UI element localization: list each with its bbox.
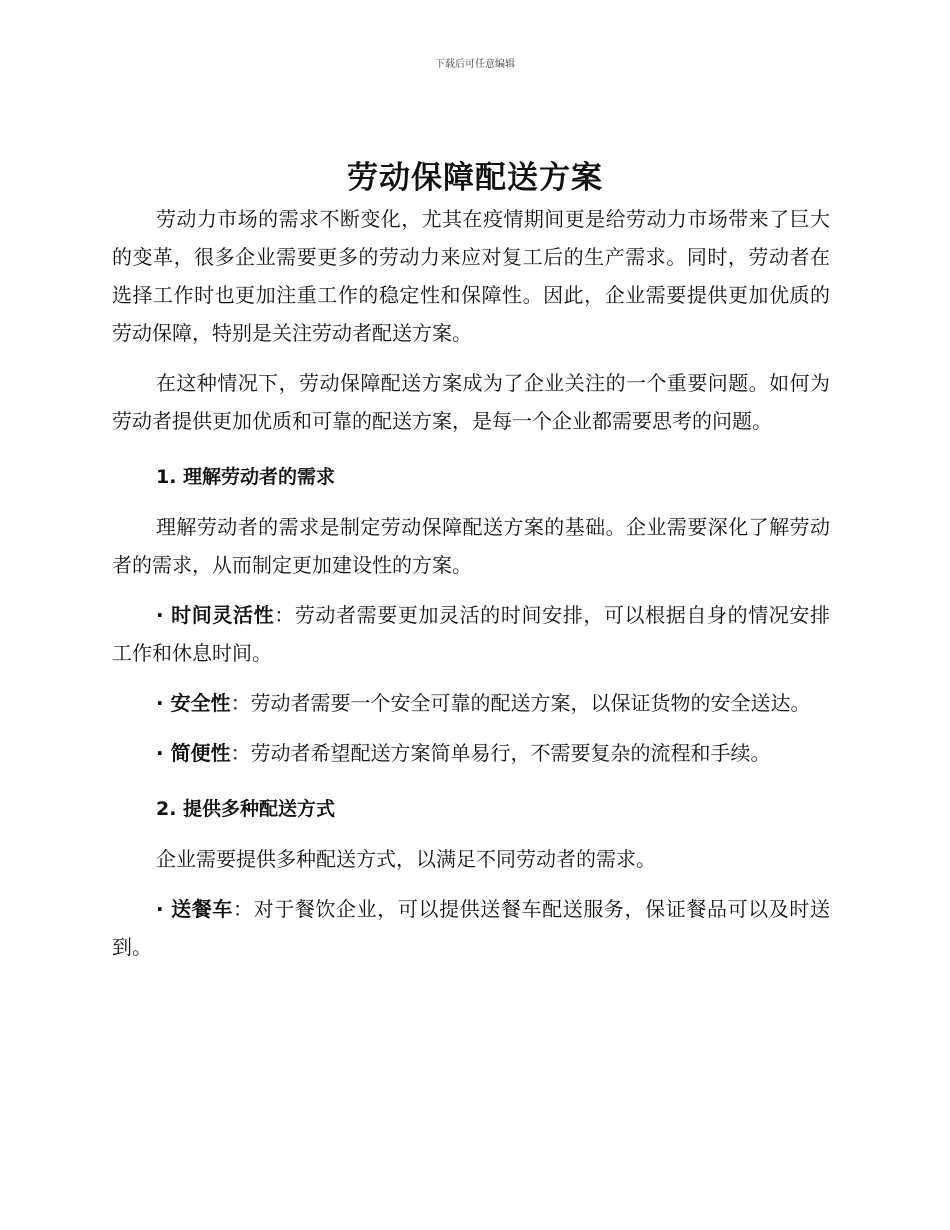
bullet-term: 送餐车: [171, 897, 233, 921]
section-2-paragraph: 企业需要提供多种配送方式，以满足不同劳动者的需求。: [156, 847, 656, 871]
bullet-term: 时间灵活性: [171, 603, 275, 627]
bullet-item-time-flexibility: [112, 596, 830, 672]
intro-paragraph-2: 在这种情况下，劳动保障配送方案成为了企业关注的一个重要问题。如何为劳动者提供更加优质和可靠的配送方案，是每一个企业都需要思考的问题。: [112, 371, 830, 433]
bullet-text: ：劳动者需要更加灵活的时间安排，可以根据自身的情况安排工作和休息时间。: [112, 603, 831, 665]
section-heading-2: 2. 提供多种配送方式: [156, 798, 336, 820]
bullet-marker: ·: [156, 897, 172, 921]
bullet-item-simplicity: [112, 734, 830, 772]
bullet-marker: ·: [156, 603, 172, 627]
section-heading-1: 1. 理解劳动者的需求: [156, 466, 336, 488]
bullet-text: ：劳动者希望配送方案简单易行，不需要复杂的流程和手续。: [230, 741, 771, 765]
bullet-marker: ·: [156, 691, 171, 715]
bullet-text: ：劳动者需要一个安全可靠的配送方案，以保证货物的安全送达。: [230, 691, 811, 715]
bullet-term: 简便性: [170, 741, 231, 765]
bullet-item-meal-cart: [112, 890, 830, 966]
bullet-item-safety: [112, 684, 830, 722]
bullet-term: 安全性: [170, 691, 231, 715]
document-body: [112, 200, 830, 978]
intro-paragraph-1: 劳动力市场的需求不断变化，尤其在疫情期间更是给劳动力市场带来了巨大的变革，很多企业需要更多的劳动力来应对复工后的生产需求。同时，劳动者在选择工作时也更加注重工作的稳定性和保障性。因此，企业需要提供更加优质的劳动保障，特别是关注劳动者配送方案。: [112, 207, 830, 345]
document-title: 劳动保障配送方案: [347, 160, 603, 196]
header-note: 下载后可任意编辑: [435, 59, 515, 70]
section-1-paragraph: 理解劳动者的需求是制定劳动保障配送方案的基础。企业需要深化了解劳动者的需求，从而制定更加建设性的方案。: [112, 515, 830, 577]
bullet-marker: ·: [156, 741, 171, 765]
bullet-text: ：对于餐饮企业，可以提供送餐车配送服务，保证餐品可以及时送到。: [112, 897, 831, 959]
